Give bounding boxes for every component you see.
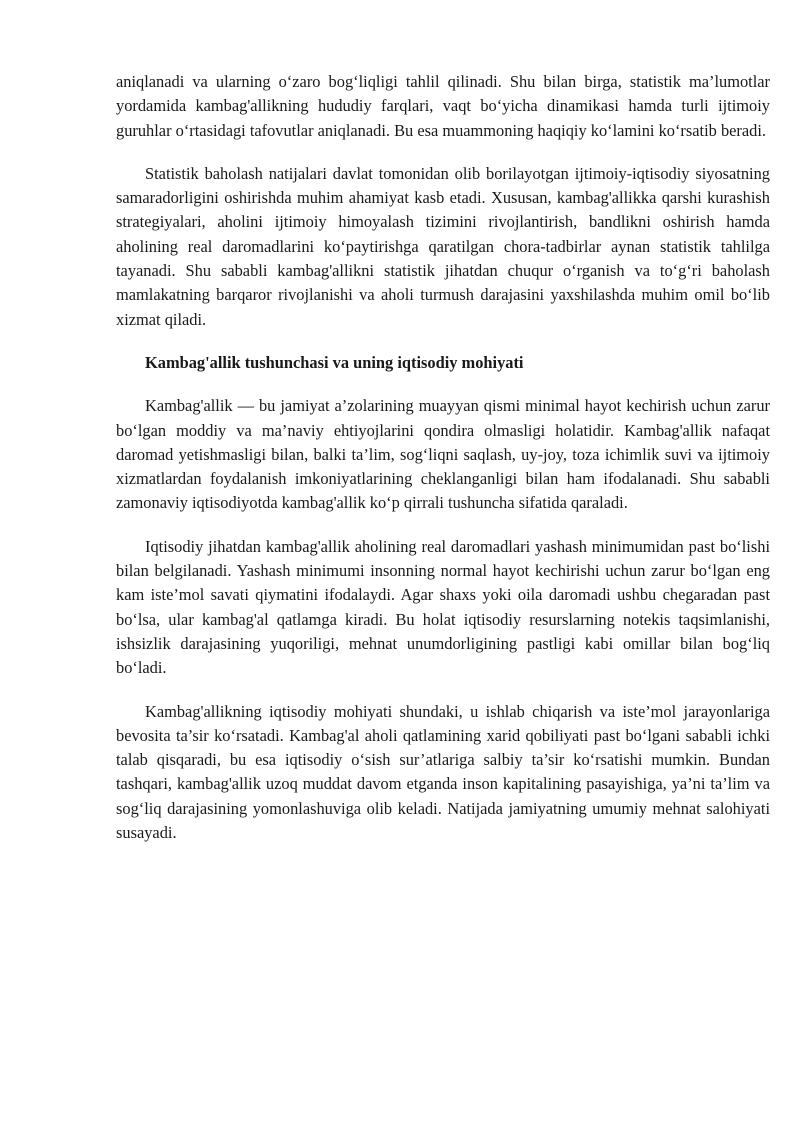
paragraph-continuation: aniqlanadi va ularning o‘zaro bog‘liqligi tahlil qilinadi. Shu bilan birga, statistik ma’lumotlar yordamida kambag'allikning hududiy farqlari, vaqt bo‘yicha dinamikasi hamda turli ijtimoiy guruhlar o‘rtasidagi tafovutlar aniqlanadi. Bu esa muammoning haqiqiy ko‘lamini ko‘rsatib beradi. [116, 72, 770, 140]
paragraph-poverty-definition: Kambag'allik — bu jamiyat a’zolarining muayyan qismi minimal hayot kechirish uchun zarur bo‘lgan moddiy va ma’naviy ehtiyojlarini qondira olmasligi holatidir. Kambag'allik nafaqat daromad yetishmasligi bilan, balki ta’lim, sog‘liqni saqlash, uy-joy, toza ichimlik suvi va ijtimoiy xizmatlardan foydalanish imkoniyatlarining cheklanganligi bilan ham ifodalanadi. Shu sababli zamonaviy iqtisodiyotda kambag'allik ko‘p qirrali tushuncha sifatida qaraladi. [116, 396, 770, 513]
paragraph-statistical-assessment: Statistik baholash natijalari davlat tomonidan olib borilayotgan ijtimoiy-iqtisodiy siyosatning samaradorligini oshirishda muhim ahamiyat kasb etadi. Xususan, kambag'allikka qarshi kurashish strategiyalari, aholini ijtimoiy himoyalash tizimini rivojlantirish, bandlikni oshirish hamda aholining real daromadlarini ko‘paytirishga qaratilgan chora-tadbirlar aynan statistik tahlilga tayanadi. Shu sababli kambag'allikni statistik jihatdan chuqur o‘rganish va to‘g‘ri baholash mamlakatning barqaror rivojlanishi va aholi turmush darajasini yaxshilashda muhim omil bo‘lib xizmat qiladi. [116, 163, 770, 329]
document-page [116, 70, 770, 864]
paragraph-economic-essence: Kambag'allikning iqtisodiy mohiyati shundaki, u ishlab chiqarish va iste’mol jarayonlariga bevosita ta’sir ko‘rsatadi. Kambag'al aholi qatlamining xarid qobiliyati past bo‘lgani sababli ichki talab qisqaradi, bu esa iqtisodiy o‘sish sur’atlariga salbiy ta’sir ko‘rsatishi mumkin. Bundan tashqari, kambag'allik uzoq muddat davom etganda inson kapitalining pasayishiga, ya’ni ta’lim va sog‘liq darajasining yomonlashuviga olib keladi. Natijada jamiyatning umumiy mehnat salohiyati susayadi. [116, 701, 770, 843]
paragraph-economic-aspect: Iqtisodiy jihatdan kambag'allik aholining real daromadlari yashash minimumidan past bo‘lishi bilan belgilanadi. Yashash minimumi insonning normal hayot kechirishi uchun zarur bo‘lgan eng kam iste’mol savati qiymatini ifodalaydi. Agar shaxs yoki oila daromadi ushbu chegaradan past bo‘lsa, ular kambag'al qatlamga kiradi. Bu holat iqtisodiy resurslarning notekis taqsimlanishi, ishsizlik darajasining yuqoriligi, mehnat unumdorligining pastligi kabi omillar bilan bog‘liq bo‘ladi. [116, 536, 770, 678]
section-heading: Kambag'allik tushunchasi va uning iqtisodiy mohiyati [145, 352, 524, 372]
